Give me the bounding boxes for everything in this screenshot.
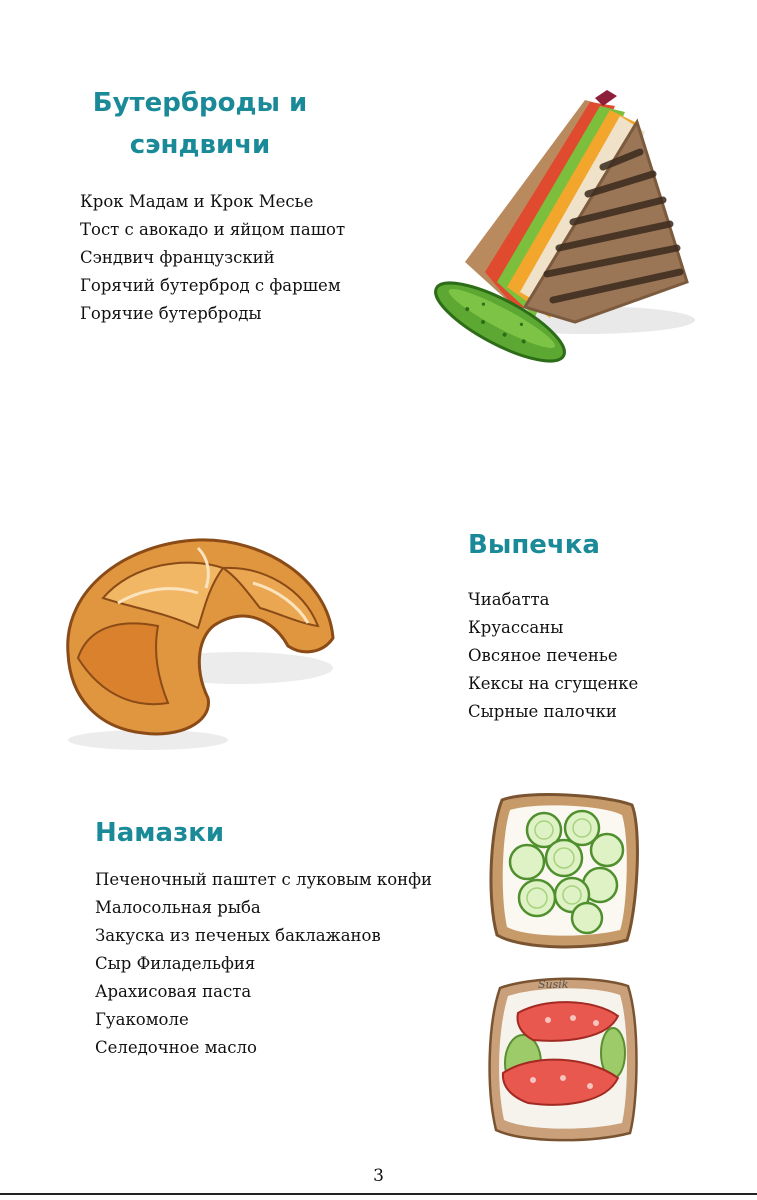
list-item: Тост с авокадо и яйцом пашот bbox=[80, 220, 346, 239]
list-item: Печеночный паштет с луковым конфи bbox=[95, 870, 433, 889]
section-title-spreads: Намазки bbox=[95, 818, 225, 848]
croissant-illustration bbox=[48, 528, 358, 753]
list-item: Чиабатта bbox=[468, 590, 550, 609]
pastry-list bbox=[468, 586, 638, 726]
list-item: Горячий бутерброд с фаршем bbox=[80, 276, 341, 295]
sandwiches-list bbox=[80, 188, 345, 328]
tomato-toast-illustration bbox=[478, 968, 653, 1153]
section-title-line-2: сэндвичи bbox=[129, 130, 271, 160]
list-item: Сэндвич французский bbox=[80, 248, 275, 267]
section-title-pastry: Выпечка bbox=[468, 530, 600, 560]
illustration-signature: Susik bbox=[538, 978, 569, 991]
list-item: Сырные палочки bbox=[468, 702, 617, 721]
list-item: Овсяное печенье bbox=[468, 646, 618, 665]
footer-rule bbox=[0, 1193, 757, 1195]
list-item: Горячие бутерброды bbox=[80, 304, 262, 323]
list-item: Арахисовая паста bbox=[95, 982, 252, 1001]
list-item: Малосольная рыба bbox=[95, 898, 261, 917]
list-item: Закуска из печеных баклажанов bbox=[95, 926, 381, 945]
section-title-sandwiches bbox=[60, 82, 340, 166]
list-item: Селедочное масло bbox=[95, 1038, 257, 1057]
list-item: Кексы на сгущенке bbox=[468, 674, 639, 693]
list-item: Сыр Филадельфия bbox=[95, 954, 256, 973]
page-number: 3 bbox=[373, 1166, 384, 1186]
section-title-line-1: Бутерброды и bbox=[92, 88, 308, 118]
list-item: Гуакомоле bbox=[95, 1010, 189, 1029]
spreads-list bbox=[95, 866, 432, 1062]
list-item: Круассаны bbox=[468, 618, 564, 637]
list-item: Крок Мадам и Крок Месье bbox=[80, 192, 314, 211]
cucumber-toast-illustration bbox=[482, 790, 647, 955]
club-sandwich-illustration bbox=[425, 82, 705, 377]
